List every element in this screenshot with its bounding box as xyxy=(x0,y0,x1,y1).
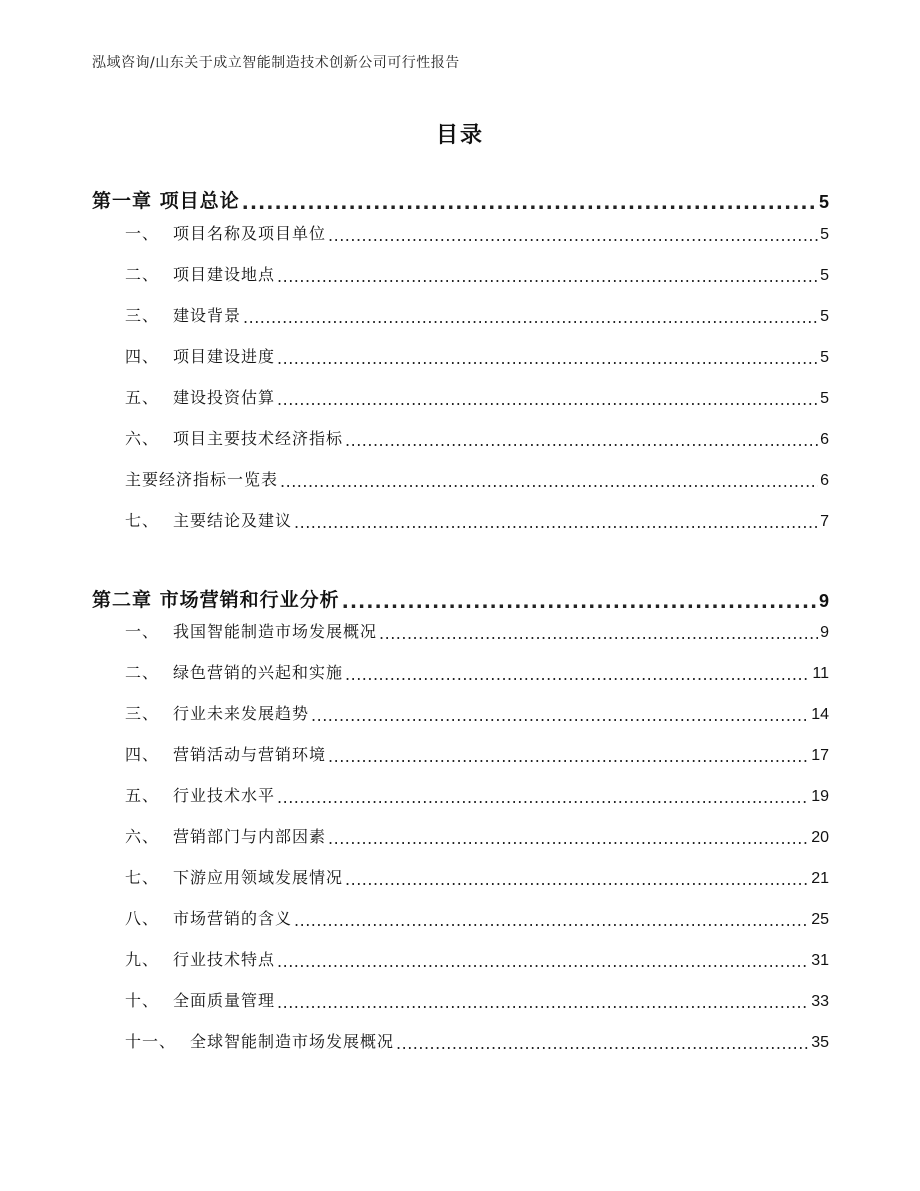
toc-entry-label xyxy=(125,988,275,1011)
dot-leader xyxy=(294,913,809,929)
toc-entry-number: 三、 xyxy=(125,306,160,325)
toc-chapter-2[interactable] xyxy=(92,585,829,612)
toc-entry-label: 第二章 市场营销和行业分析 xyxy=(92,589,340,611)
toc-entry[interactable] xyxy=(125,947,829,970)
toc-entry-text: 行业技术水平 xyxy=(173,786,276,805)
toc-page-number: 25 xyxy=(811,911,829,928)
toc-entry[interactable] xyxy=(125,865,829,888)
toc-page-number: 17 xyxy=(811,747,829,764)
toc-entry-label xyxy=(125,742,326,765)
toc-entry[interactable] xyxy=(125,824,829,847)
toc-entry-label xyxy=(125,344,275,367)
toc-entry-label xyxy=(125,303,241,326)
dot-leader xyxy=(277,269,818,285)
toc-entry-number: 三、 xyxy=(125,704,160,723)
toc-entry-text: 全球智能制造市场发展概况 xyxy=(190,1032,395,1051)
toc-entry-label xyxy=(125,824,326,847)
toc-entry-text: 建设背景 xyxy=(173,306,242,325)
toc-page-number: 5 xyxy=(820,308,829,325)
dot-leader xyxy=(342,593,817,612)
toc-entry[interactable] xyxy=(125,988,829,1011)
toc-entry-label xyxy=(125,783,275,806)
dot-leader xyxy=(345,667,810,683)
dot-leader xyxy=(328,228,818,244)
toc-entry[interactable] xyxy=(125,344,829,367)
toc-page-number: 6 xyxy=(820,431,829,448)
toc-entry[interactable] xyxy=(125,1029,829,1052)
toc-page-number: 33 xyxy=(811,993,829,1010)
dot-leader xyxy=(277,351,818,367)
toc-entry-label xyxy=(125,426,343,449)
toc-entry[interactable] xyxy=(125,221,829,244)
toc-entry-text: 项目名称及项目单位 xyxy=(173,224,327,243)
toc-entry-text: 市场营销的含义 xyxy=(173,909,293,928)
toc-entry-label xyxy=(125,701,309,724)
toc-entry-text: 绿色营销的兴起和实施 xyxy=(173,663,344,682)
dot-leader xyxy=(242,194,817,213)
running-header: 泓域咨询/山东关于成立智能制造技术创新公司可行性报告 xyxy=(92,55,460,71)
toc-entry-text: 行业未来发展趋势 xyxy=(173,704,310,723)
toc-entry-text: 项目建设地点 xyxy=(173,265,276,284)
toc-page-number: 9 xyxy=(820,624,829,641)
toc-entry-text: 下游应用领域发展情况 xyxy=(173,868,344,887)
toc-entry-label xyxy=(125,1029,394,1052)
toc-entry[interactable] xyxy=(125,619,829,642)
toc-entry[interactable] xyxy=(125,783,829,806)
toc-entry-number: 十一、 xyxy=(125,1032,177,1051)
toc-entry-text: 项目建设进度 xyxy=(173,347,276,366)
toc-entry[interactable] xyxy=(125,426,829,449)
toc-entry-text: 主要经济指标一览表 xyxy=(125,470,279,489)
toc-entry[interactable] xyxy=(125,701,829,724)
toc-entry-label xyxy=(125,660,343,683)
toc-page-number: 11 xyxy=(812,665,829,682)
toc-entry-number: 七、 xyxy=(125,868,160,887)
dot-leader xyxy=(277,995,809,1011)
toc-entry-number: 五、 xyxy=(125,388,160,407)
dot-leader xyxy=(345,872,809,888)
toc-entry-label xyxy=(125,947,275,970)
dot-leader xyxy=(396,1036,809,1052)
dot-leader xyxy=(277,954,809,970)
toc-entry-number: 二、 xyxy=(125,265,160,284)
toc-entry[interactable] xyxy=(125,660,829,683)
toc-page-number: 5 xyxy=(820,267,829,284)
toc-entry-number: 六、 xyxy=(125,429,160,448)
toc-entry-label xyxy=(125,906,292,929)
toc-entry-label: 第一章 项目总论 xyxy=(92,190,240,212)
toc-entry-number: 八、 xyxy=(125,909,160,928)
toc-page-number: 20 xyxy=(811,829,829,846)
toc-entry-number: 九、 xyxy=(125,950,160,969)
toc-entry[interactable] xyxy=(125,262,829,285)
toc-entry-number: 六、 xyxy=(125,827,160,846)
toc-entry-label xyxy=(125,865,343,888)
toc-entry[interactable] xyxy=(125,508,829,531)
dot-leader xyxy=(243,310,818,326)
page-title: 目录 xyxy=(435,123,484,148)
toc-entry[interactable] xyxy=(125,467,829,490)
toc-entry-text: 主要结论及建议 xyxy=(173,511,293,530)
toc-entry-number: 五、 xyxy=(125,786,160,805)
toc-page-number: 7 xyxy=(820,513,829,530)
dot-leader xyxy=(379,626,818,642)
toc-page-number: 6 xyxy=(820,472,829,489)
toc-entry-label xyxy=(125,619,377,642)
toc-entry-text: 营销部门与内部因素 xyxy=(173,827,327,846)
toc-entry-number: 一、 xyxy=(125,622,160,641)
toc-entry[interactable] xyxy=(125,742,829,765)
toc-page-number: 19 xyxy=(811,788,829,805)
toc-entry[interactable] xyxy=(125,906,829,929)
toc-entry[interactable] xyxy=(125,385,829,408)
toc-page-number: 14 xyxy=(811,706,829,723)
toc-chapter-1[interactable] xyxy=(92,186,829,213)
toc-entry-label xyxy=(125,508,292,531)
toc-page-number: 5 xyxy=(820,349,829,366)
toc-page-number: 5 xyxy=(818,192,829,212)
toc-entry-text: 我国智能制造市场发展概况 xyxy=(173,622,378,641)
toc-entry-text: 全面质量管理 xyxy=(173,991,276,1010)
dot-leader xyxy=(277,790,809,806)
toc-page-number: 31 xyxy=(811,952,829,969)
dot-leader xyxy=(328,831,809,847)
toc-entry-number: 四、 xyxy=(125,347,160,366)
toc-page-number: 5 xyxy=(820,390,829,407)
toc-entry-number: 四、 xyxy=(125,745,160,764)
toc-entry-text: 营销活动与营销环境 xyxy=(173,745,327,764)
toc-entry-label xyxy=(125,262,275,285)
toc-page-number: 9 xyxy=(818,591,829,611)
toc-entry-number: 一、 xyxy=(125,224,160,243)
dot-leader xyxy=(277,392,818,408)
dot-leader xyxy=(294,515,818,531)
toc-entry-label xyxy=(125,467,278,490)
toc-entry-number: 七、 xyxy=(125,511,160,530)
dot-leader xyxy=(280,474,818,490)
toc-page-number: 5 xyxy=(820,226,829,243)
toc-page-number: 35 xyxy=(811,1034,829,1051)
toc-entry-text: 项目主要技术经济指标 xyxy=(173,429,344,448)
toc-entry-label xyxy=(125,385,275,408)
dot-leader xyxy=(328,749,809,765)
toc-entry-text: 建设投资估算 xyxy=(173,388,276,407)
toc-entry-text: 行业技术特点 xyxy=(173,950,276,969)
dot-leader xyxy=(311,708,809,724)
dot-leader xyxy=(345,433,818,449)
toc-page-number: 21 xyxy=(811,870,829,887)
toc-entry-number: 二、 xyxy=(125,663,160,682)
toc-entry[interactable] xyxy=(125,303,829,326)
toc-entry-label xyxy=(125,221,326,244)
toc-entry-number: 十、 xyxy=(125,991,160,1010)
